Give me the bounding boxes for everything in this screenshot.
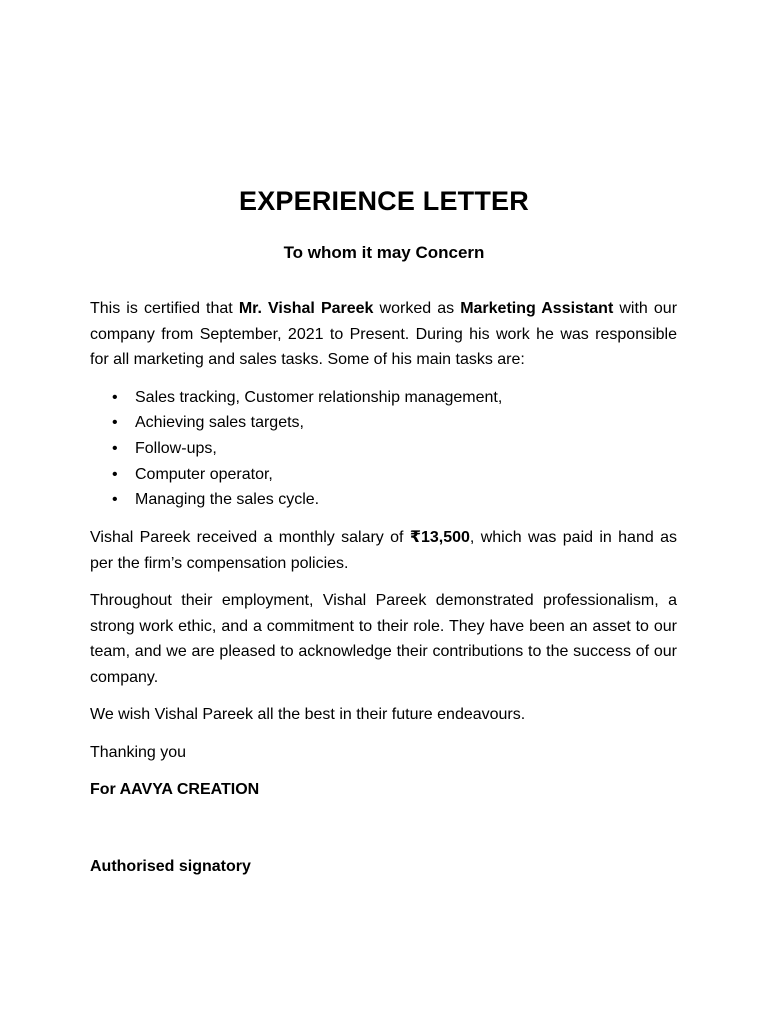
bullet-icon: • <box>112 414 118 432</box>
list-item <box>90 462 677 488</box>
company-name: For AAVYA CREATION <box>90 781 260 799</box>
salary-text-start: Vishal Pareek received a monthly salary of <box>90 529 410 547</box>
bullet-icon: • <box>112 439 118 457</box>
intro-text-middle: worked as <box>373 300 461 317</box>
task-text: Managing the sales cycle. <box>135 491 320 509</box>
thanks-text: Thanking you <box>90 743 187 761</box>
task-list <box>90 385 677 514</box>
task-text: Computer operator, <box>135 465 273 483</box>
bullet-icon: • <box>112 491 118 509</box>
intro-text-start: This is certified that <box>90 300 239 317</box>
task-text: Sales tracking, Customer relationship management, <box>135 388 503 406</box>
intro-text-end: with our company from September, 2021 to Present. During his work he was responsible for all marketing and sales tasks. Some of his main tasks are: <box>90 300 678 368</box>
signatory-label: Authorised signatory <box>90 858 251 875</box>
letter-salutation: To whom it may Concern <box>283 243 485 262</box>
wishes-text: We wish Vishal Pareek all the best in their future endeavours. <box>90 706 526 724</box>
list-item <box>90 436 677 462</box>
intro-paragraph <box>90 296 677 373</box>
letter-body <box>90 296 677 815</box>
list-item <box>90 410 677 436</box>
list-item <box>90 385 677 411</box>
letter-title: EXPERIENCE LETTER <box>239 186 529 216</box>
task-text: Follow-ups, <box>135 439 217 457</box>
salary-text-end: , which was paid in hand as per the firm’s compensation policies. <box>90 529 678 572</box>
salary-paragraph <box>90 525 677 576</box>
list-item <box>90 487 677 513</box>
employee-name: Mr. Vishal Pareek <box>238 300 374 317</box>
task-text: Achieving sales targets, <box>135 414 304 432</box>
bullet-icon: • <box>112 388 118 406</box>
conduct-paragraph: Throughout their employment, Vishal Pareek demonstrated professionalism, a strong work ethic, and a commitment to their role. They have been an asset to our team, and we are pleased to acknowledge their contributions to the success of our company. <box>90 592 677 686</box>
salary-amount: ₹13,500 <box>409 529 470 547</box>
employee-role: Marketing Assistant <box>460 300 614 317</box>
bullet-icon: • <box>112 465 118 483</box>
